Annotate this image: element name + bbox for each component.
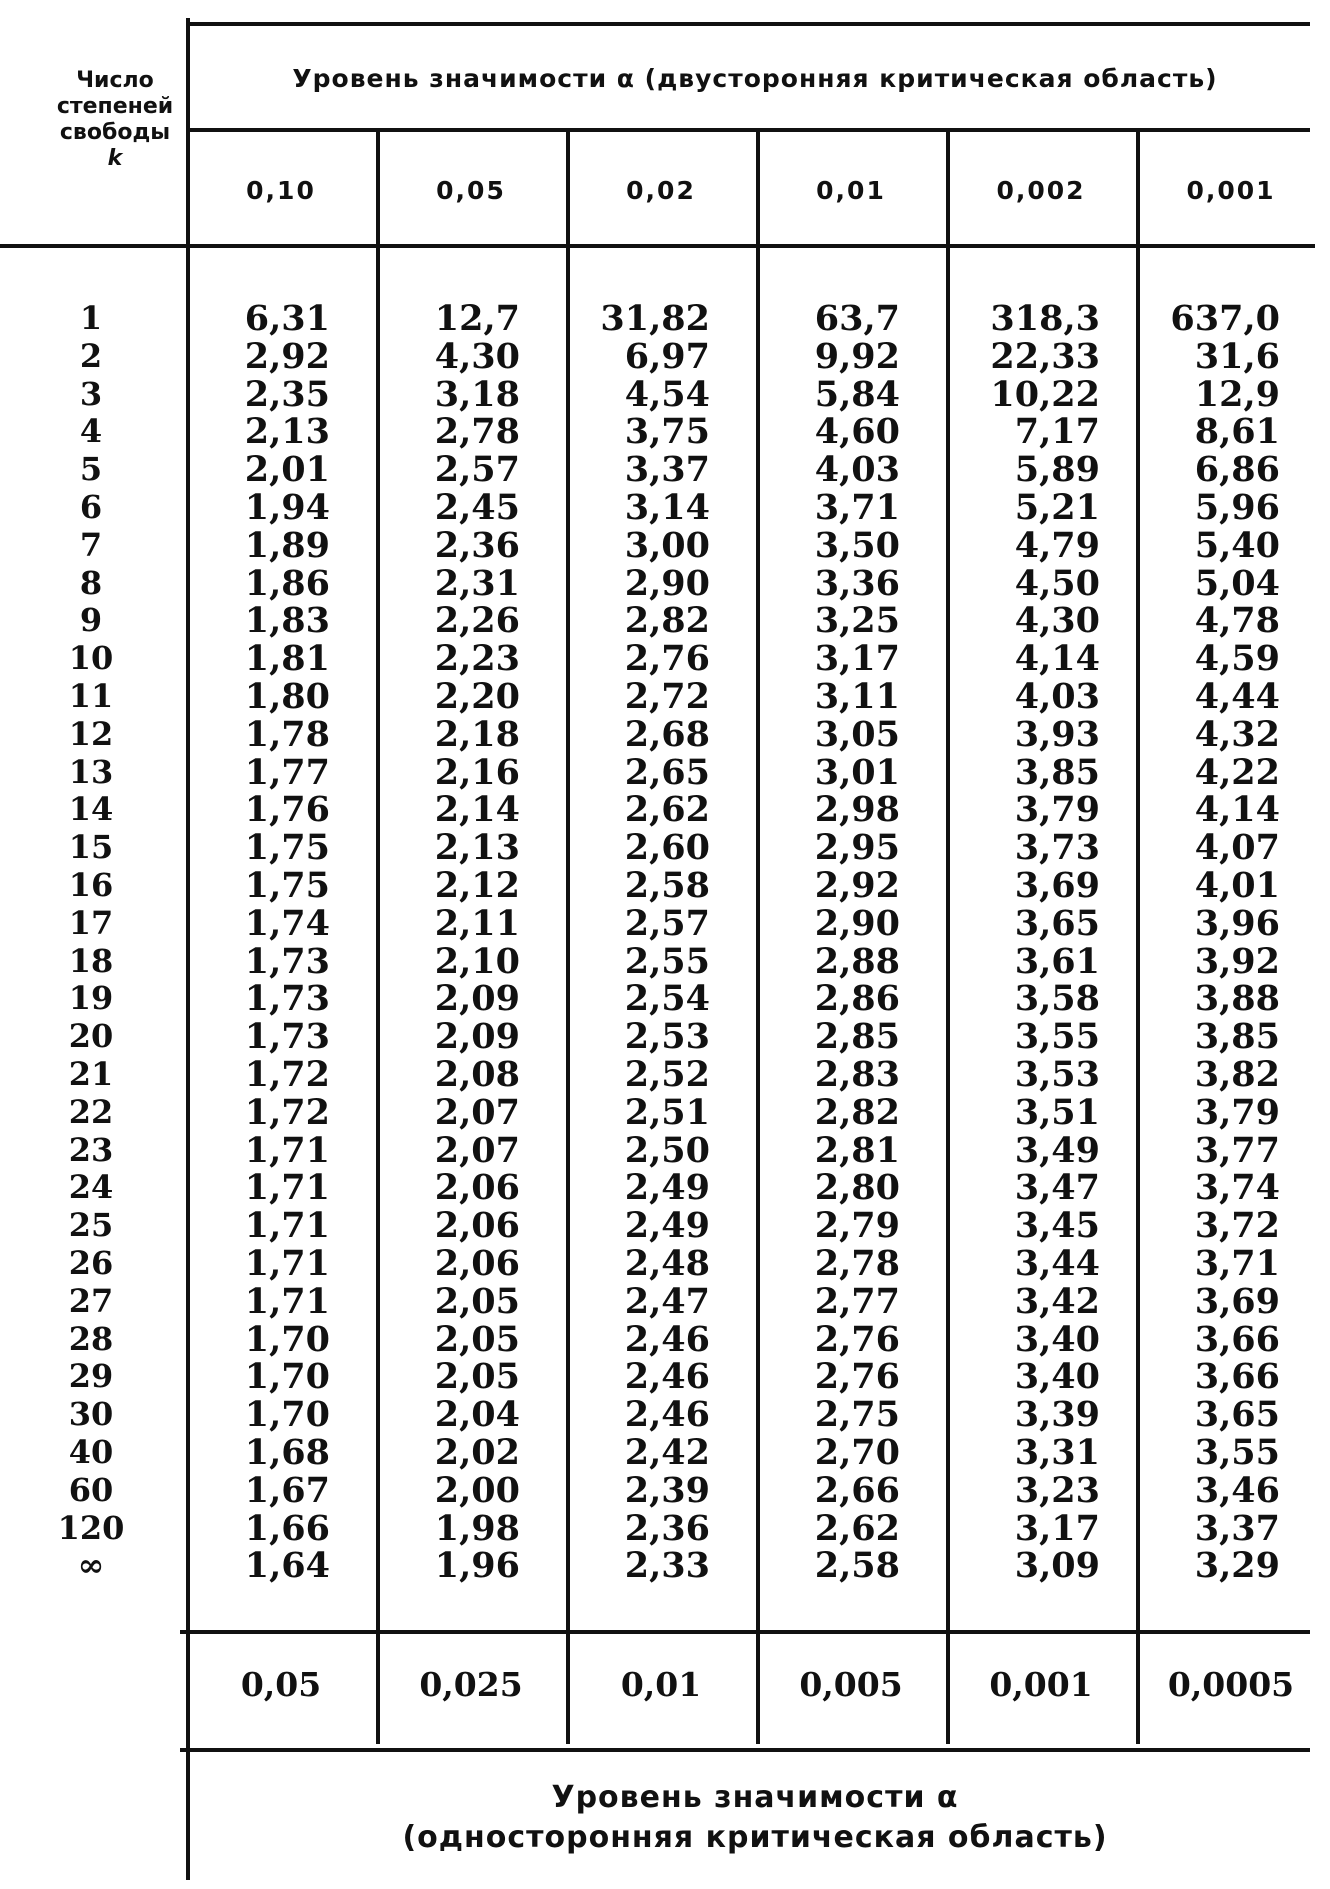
header-bottom-rule bbox=[0, 244, 1315, 248]
k-value: 15 bbox=[68, 828, 114, 867]
k-header bbox=[40, 68, 190, 172]
critical-value: 1,71 bbox=[244, 1242, 330, 1284]
two-sided-alpha-5: 0,002 bbox=[996, 176, 1086, 205]
k-value: 120 bbox=[57, 1508, 125, 1547]
critical-value: 2,26 bbox=[434, 600, 520, 642]
critical-value: 2,90 bbox=[814, 902, 900, 944]
critical-value: 2,48 bbox=[624, 1242, 710, 1284]
k-value: 40 bbox=[68, 1432, 114, 1471]
critical-value: 2,76 bbox=[624, 638, 710, 680]
k-value: 18 bbox=[68, 941, 114, 980]
critical-value: 2,57 bbox=[624, 902, 710, 944]
k-value: 10 bbox=[68, 639, 114, 678]
critical-value: 1,64 bbox=[244, 1545, 330, 1587]
critical-value: 2,13 bbox=[434, 827, 520, 869]
critical-value: 2,05 bbox=[434, 1280, 520, 1322]
critical-value: 2,54 bbox=[624, 978, 710, 1020]
critical-value: 8,61 bbox=[1194, 411, 1280, 453]
critical-value: 2,76 bbox=[814, 1356, 900, 1398]
critical-value: 1,72 bbox=[244, 1091, 330, 1133]
k-value: 22 bbox=[68, 1092, 114, 1131]
critical-value: 2,04 bbox=[434, 1394, 520, 1436]
one-sided-alpha-4: 0,005 bbox=[799, 1665, 903, 1704]
k-value: 19 bbox=[68, 979, 114, 1018]
critical-value: 2,51 bbox=[624, 1091, 710, 1133]
critical-value: 3,69 bbox=[1194, 1280, 1280, 1322]
critical-value: 1,73 bbox=[244, 940, 330, 982]
critical-value: 1,74 bbox=[244, 902, 330, 944]
critical-value: 3,71 bbox=[814, 486, 900, 528]
critical-value: 1,86 bbox=[244, 562, 330, 604]
critical-value: 2,65 bbox=[624, 751, 710, 793]
critical-value: 2,58 bbox=[814, 1545, 900, 1587]
k-value: 26 bbox=[68, 1243, 114, 1282]
critical-value: 3,23 bbox=[1014, 1469, 1100, 1511]
two-sided-alpha-6: 0,001 bbox=[1186, 176, 1276, 205]
critical-value: 2,33 bbox=[624, 1545, 710, 1587]
k-header-line-1: Число bbox=[76, 68, 154, 93]
critical-value: 3,93 bbox=[1014, 713, 1100, 755]
critical-value: 3,44 bbox=[1014, 1242, 1100, 1284]
critical-value: 3,39 bbox=[1014, 1394, 1100, 1436]
critical-value: 2,05 bbox=[434, 1318, 520, 1360]
critical-value: 2,76 bbox=[814, 1318, 900, 1360]
critical-value: 2,09 bbox=[434, 1016, 520, 1058]
footer-bottom-rule bbox=[180, 1748, 1310, 1752]
critical-value: 31,82 bbox=[600, 298, 710, 339]
value-column-5 bbox=[960, 300, 1100, 1585]
critical-value: 2,98 bbox=[814, 789, 900, 831]
critical-value: 5,04 bbox=[1194, 562, 1280, 604]
critical-value: 2,57 bbox=[434, 449, 520, 491]
critical-value: 2,68 bbox=[624, 713, 710, 755]
critical-value: 318,3 bbox=[990, 298, 1100, 339]
critical-value: 1,70 bbox=[244, 1394, 330, 1436]
critical-value: 3,37 bbox=[1194, 1507, 1280, 1549]
one-sided-alpha-5: 0,001 bbox=[989, 1665, 1093, 1704]
critical-value: 2,55 bbox=[624, 940, 710, 982]
critical-value: 5,21 bbox=[1014, 486, 1100, 528]
critical-value: 22,33 bbox=[990, 335, 1100, 377]
critical-value: 2,78 bbox=[814, 1242, 900, 1284]
critical-value: 3,53 bbox=[1014, 1053, 1100, 1095]
value-column-1 bbox=[200, 300, 330, 1585]
k-value: 23 bbox=[68, 1130, 114, 1169]
critical-value: 4,03 bbox=[814, 449, 900, 491]
value-column-4 bbox=[770, 300, 900, 1585]
critical-value: 2,82 bbox=[624, 600, 710, 642]
critical-value: 2,12 bbox=[434, 864, 520, 906]
critical-value: 2,20 bbox=[434, 675, 520, 717]
critical-value: 1,70 bbox=[244, 1356, 330, 1398]
one-sided-alpha-3: 0,01 bbox=[620, 1665, 702, 1704]
critical-value: 4,50 bbox=[1014, 562, 1100, 604]
critical-value: 1,94 bbox=[244, 486, 330, 528]
one-sided-title-line-2: (односторонняя критическая область) bbox=[402, 1820, 1108, 1855]
critical-value: 2,46 bbox=[624, 1356, 710, 1398]
critical-value: 31,6 bbox=[1194, 335, 1280, 377]
critical-value: 2,42 bbox=[624, 1431, 710, 1473]
critical-value: 2,95 bbox=[814, 827, 900, 869]
critical-value: 2,88 bbox=[814, 940, 900, 982]
k-value: 16 bbox=[68, 865, 114, 904]
critical-value: 2,70 bbox=[814, 1431, 900, 1473]
critical-value: 3,92 bbox=[1194, 940, 1280, 982]
critical-value: 1,75 bbox=[244, 864, 330, 906]
critical-value: 7,17 bbox=[1014, 411, 1100, 453]
critical-value: 2,78 bbox=[434, 411, 520, 453]
one-sided-alpha-2: 0,025 bbox=[419, 1665, 523, 1704]
critical-value: 1,71 bbox=[244, 1280, 330, 1322]
critical-value: 4,60 bbox=[814, 411, 900, 453]
critical-value: 3,29 bbox=[1194, 1545, 1280, 1587]
critical-value: 4,03 bbox=[1014, 675, 1100, 717]
critical-value: 2,35 bbox=[244, 373, 330, 415]
critical-value: 3,71 bbox=[1194, 1242, 1280, 1284]
critical-value: 1,83 bbox=[244, 600, 330, 642]
critical-value: 12,7 bbox=[434, 298, 520, 339]
critical-value: 2,01 bbox=[244, 449, 330, 491]
critical-value: 2,82 bbox=[814, 1091, 900, 1133]
critical-value: 1,78 bbox=[244, 713, 330, 755]
critical-value: 3,58 bbox=[1014, 978, 1100, 1020]
critical-value: 2,92 bbox=[814, 864, 900, 906]
col-divider-1 bbox=[376, 132, 380, 1744]
critical-value: 3,72 bbox=[1194, 1205, 1280, 1247]
critical-value: 3,75 bbox=[624, 411, 710, 453]
critical-value: 2,66 bbox=[814, 1469, 900, 1511]
k-value: 21 bbox=[68, 1054, 114, 1093]
critical-value: 2,46 bbox=[624, 1394, 710, 1436]
critical-value: 3,47 bbox=[1014, 1167, 1100, 1209]
header-mid-rule bbox=[190, 128, 1310, 132]
critical-value: 2,02 bbox=[434, 1431, 520, 1473]
critical-value: 4,78 bbox=[1194, 600, 1280, 642]
critical-value: 2,07 bbox=[434, 1091, 520, 1133]
critical-value: 3,14 bbox=[624, 486, 710, 528]
k-value: 8 bbox=[79, 563, 103, 602]
critical-value: 2,06 bbox=[434, 1242, 520, 1284]
k-value: 9 bbox=[79, 601, 103, 640]
critical-value: 5,96 bbox=[1194, 486, 1280, 528]
critical-value: 63,7 bbox=[814, 298, 900, 339]
critical-value: 2,90 bbox=[624, 562, 710, 604]
critical-value: 2,31 bbox=[434, 562, 520, 604]
two-sided-alpha-4: 0,01 bbox=[816, 176, 886, 205]
critical-value: 4,14 bbox=[1194, 789, 1280, 831]
k-value: 2 bbox=[79, 336, 103, 375]
critical-value: 3,65 bbox=[1014, 902, 1100, 944]
critical-value: 3,17 bbox=[814, 638, 900, 680]
critical-value: 4,59 bbox=[1194, 638, 1280, 680]
critical-value: 2,08 bbox=[434, 1053, 520, 1095]
header-top-rule bbox=[190, 22, 1310, 26]
critical-value: 2,05 bbox=[434, 1356, 520, 1398]
value-column-6 bbox=[1150, 300, 1280, 1585]
k-value: 14 bbox=[68, 790, 114, 829]
critical-value: 6,97 bbox=[624, 335, 710, 377]
critical-value: 3,65 bbox=[1194, 1394, 1280, 1436]
critical-value: 2,16 bbox=[434, 751, 520, 793]
critical-value: 1,89 bbox=[244, 524, 330, 566]
critical-value: 3,36 bbox=[814, 562, 900, 604]
critical-value: 3,55 bbox=[1014, 1016, 1100, 1058]
critical-value: 2,23 bbox=[434, 638, 520, 680]
critical-value: 1,96 bbox=[434, 1545, 520, 1587]
k-value: 1 bbox=[79, 299, 103, 337]
critical-value: 2,52 bbox=[624, 1053, 710, 1095]
critical-value: 637,0 bbox=[1170, 298, 1280, 339]
critical-value: 2,00 bbox=[434, 1469, 520, 1511]
critical-value: 3,79 bbox=[1014, 789, 1100, 831]
critical-value: 1,73 bbox=[244, 1016, 330, 1058]
one-sided-alpha-1: 0,05 bbox=[240, 1665, 322, 1704]
critical-value: 3,49 bbox=[1014, 1129, 1100, 1171]
critical-value: 2,45 bbox=[434, 486, 520, 528]
k-header-line-2: степеней bbox=[56, 94, 174, 119]
critical-value: 2,62 bbox=[814, 1507, 900, 1549]
critical-value: 9,92 bbox=[814, 335, 900, 377]
critical-value: 2,36 bbox=[434, 524, 520, 566]
critical-value: 3,01 bbox=[814, 751, 900, 793]
one-sided-title-line-1: Уровень значимости α bbox=[551, 1780, 959, 1815]
critical-value: 3,31 bbox=[1014, 1431, 1100, 1473]
critical-value: 2,50 bbox=[624, 1129, 710, 1171]
k-header-line-4: k bbox=[107, 146, 123, 171]
k-value: 12 bbox=[68, 714, 114, 753]
critical-value: 3,46 bbox=[1194, 1469, 1280, 1511]
critical-value: 12,9 bbox=[1194, 373, 1280, 415]
k-value: 11 bbox=[68, 676, 114, 715]
critical-value: 2,86 bbox=[814, 978, 900, 1020]
k-value: 5 bbox=[79, 450, 103, 489]
col-divider-4 bbox=[946, 132, 950, 1744]
critical-value: 2,18 bbox=[434, 713, 520, 755]
critical-value: 4,79 bbox=[1014, 524, 1100, 566]
k-value: 4 bbox=[79, 412, 103, 451]
critical-value: 3,96 bbox=[1194, 902, 1280, 944]
col-divider-5 bbox=[1136, 132, 1140, 1744]
critical-value: 1,80 bbox=[244, 675, 330, 717]
k-value: 27 bbox=[68, 1281, 114, 1320]
critical-value: 3,82 bbox=[1194, 1053, 1280, 1095]
critical-value: 2,47 bbox=[624, 1280, 710, 1322]
critical-value: 2,07 bbox=[434, 1129, 520, 1171]
critical-value: 5,84 bbox=[814, 373, 900, 415]
k-value: 25 bbox=[68, 1206, 114, 1245]
two-sided-alpha-2: 0,05 bbox=[436, 176, 506, 205]
critical-value: 3,00 bbox=[624, 524, 710, 566]
critical-value: 2,46 bbox=[624, 1318, 710, 1360]
critical-value: 2,60 bbox=[624, 827, 710, 869]
two-sided-alpha-3: 0,02 bbox=[626, 176, 696, 205]
critical-value: 2,77 bbox=[814, 1280, 900, 1322]
critical-value: 3,25 bbox=[814, 600, 900, 642]
critical-value: 2,49 bbox=[624, 1167, 710, 1209]
two-sided-title: Уровень значимости α (двусторонняя критическая область) bbox=[292, 64, 1218, 93]
critical-value: 3,85 bbox=[1194, 1016, 1280, 1058]
k-value: 20 bbox=[68, 1017, 114, 1056]
col-divider-2 bbox=[566, 132, 570, 1744]
critical-value: 3,11 bbox=[814, 675, 900, 717]
k-column bbox=[50, 300, 132, 1585]
value-column-2 bbox=[390, 300, 520, 1585]
critical-value: 4,32 bbox=[1194, 713, 1280, 755]
critical-value: 1,70 bbox=[244, 1318, 330, 1360]
critical-value: 10,22 bbox=[990, 373, 1100, 415]
one-sided-title bbox=[200, 1778, 1310, 1858]
critical-value: 2,10 bbox=[434, 940, 520, 982]
critical-value: 5,89 bbox=[1014, 449, 1100, 491]
critical-value: 4,01 bbox=[1194, 864, 1280, 906]
critical-value: 4,14 bbox=[1014, 638, 1100, 680]
k-value: 24 bbox=[68, 1168, 114, 1207]
critical-value: 3,74 bbox=[1194, 1167, 1280, 1209]
critical-value: 3,09 bbox=[1014, 1545, 1100, 1587]
critical-value: 3,66 bbox=[1194, 1356, 1280, 1398]
critical-value: 3,40 bbox=[1014, 1356, 1100, 1398]
critical-value: 1,73 bbox=[244, 978, 330, 1020]
critical-value: 2,85 bbox=[814, 1016, 900, 1058]
critical-value: 3,51 bbox=[1014, 1091, 1100, 1133]
critical-value: 2,58 bbox=[624, 864, 710, 906]
footer-top-rule bbox=[180, 1630, 1310, 1634]
critical-value: 1,71 bbox=[244, 1129, 330, 1171]
one-sided-alpha-6: 0,0005 bbox=[1167, 1665, 1295, 1704]
critical-value: 2,53 bbox=[624, 1016, 710, 1058]
critical-value: 3,77 bbox=[1194, 1129, 1280, 1171]
two-sided-alpha-1: 0,10 bbox=[246, 176, 316, 205]
k-value: ∞ bbox=[77, 1546, 105, 1585]
k-value: 6 bbox=[79, 487, 103, 526]
k-value: 3 bbox=[79, 374, 103, 413]
critical-value: 3,18 bbox=[434, 373, 520, 415]
critical-value: 4,30 bbox=[1014, 600, 1100, 642]
k-column-divider bbox=[186, 18, 190, 1880]
critical-value: 1,67 bbox=[244, 1469, 330, 1511]
k-value: 13 bbox=[68, 752, 114, 791]
critical-value: 4,44 bbox=[1194, 675, 1280, 717]
critical-value: 3,42 bbox=[1014, 1280, 1100, 1322]
critical-value: 2,14 bbox=[434, 789, 520, 831]
critical-value: 3,45 bbox=[1014, 1205, 1100, 1247]
critical-value: 3,85 bbox=[1014, 751, 1100, 793]
critical-value: 3,55 bbox=[1194, 1431, 1280, 1473]
critical-value: 4,22 bbox=[1194, 751, 1280, 793]
critical-value: 6,31 bbox=[244, 298, 330, 339]
k-value: 17 bbox=[68, 903, 114, 942]
critical-value: 6,86 bbox=[1194, 449, 1280, 491]
critical-value: 2,72 bbox=[624, 675, 710, 717]
critical-value: 2,39 bbox=[624, 1469, 710, 1511]
critical-value: 1,98 bbox=[434, 1507, 520, 1549]
critical-value: 1,72 bbox=[244, 1053, 330, 1095]
k-header-line-3: свободы bbox=[59, 120, 171, 145]
critical-value: 1,76 bbox=[244, 789, 330, 831]
critical-value: 2,09 bbox=[434, 978, 520, 1020]
critical-value: 3,73 bbox=[1014, 827, 1100, 869]
critical-value: 4,30 bbox=[434, 335, 520, 377]
critical-value: 2,06 bbox=[434, 1205, 520, 1247]
critical-value: 1,68 bbox=[244, 1431, 330, 1473]
col-divider-3 bbox=[756, 132, 760, 1744]
k-value: 60 bbox=[68, 1470, 114, 1509]
critical-value: 2,75 bbox=[814, 1394, 900, 1436]
value-column-3 bbox=[580, 300, 710, 1585]
critical-value: 3,66 bbox=[1194, 1318, 1280, 1360]
critical-value: 2,81 bbox=[814, 1129, 900, 1171]
critical-value: 2,49 bbox=[624, 1205, 710, 1247]
critical-value: 3,88 bbox=[1194, 978, 1280, 1020]
critical-value: 4,07 bbox=[1194, 827, 1280, 869]
critical-value: 1,71 bbox=[244, 1167, 330, 1209]
critical-value: 3,69 bbox=[1014, 864, 1100, 906]
critical-value: 5,40 bbox=[1194, 524, 1280, 566]
critical-value: 2,92 bbox=[244, 335, 330, 377]
critical-value: 3,79 bbox=[1194, 1091, 1280, 1133]
critical-value: 3,17 bbox=[1014, 1507, 1100, 1549]
critical-value: 3,37 bbox=[624, 449, 710, 491]
critical-value: 3,40 bbox=[1014, 1318, 1100, 1360]
critical-value: 1,75 bbox=[244, 827, 330, 869]
critical-value: 2,13 bbox=[244, 411, 330, 453]
critical-value: 1,81 bbox=[244, 638, 330, 680]
k-value: 28 bbox=[68, 1319, 114, 1358]
critical-value: 1,77 bbox=[244, 751, 330, 793]
critical-value: 2,36 bbox=[624, 1507, 710, 1549]
critical-value: 3,61 bbox=[1014, 940, 1100, 982]
k-value: 29 bbox=[68, 1357, 114, 1396]
k-value: 30 bbox=[68, 1395, 114, 1434]
critical-value: 2,11 bbox=[434, 902, 520, 944]
critical-value: 1,71 bbox=[244, 1205, 330, 1247]
critical-value: 3,05 bbox=[814, 713, 900, 755]
critical-value: 4,54 bbox=[624, 373, 710, 415]
critical-value: 2,79 bbox=[814, 1205, 900, 1247]
critical-value: 2,06 bbox=[434, 1167, 520, 1209]
critical-value: 2,80 bbox=[814, 1167, 900, 1209]
critical-value: 1,66 bbox=[244, 1507, 330, 1549]
k-value: 7 bbox=[79, 525, 103, 564]
critical-value: 2,62 bbox=[624, 789, 710, 831]
critical-value: 3,50 bbox=[814, 524, 900, 566]
critical-value: 2,83 bbox=[814, 1053, 900, 1095]
